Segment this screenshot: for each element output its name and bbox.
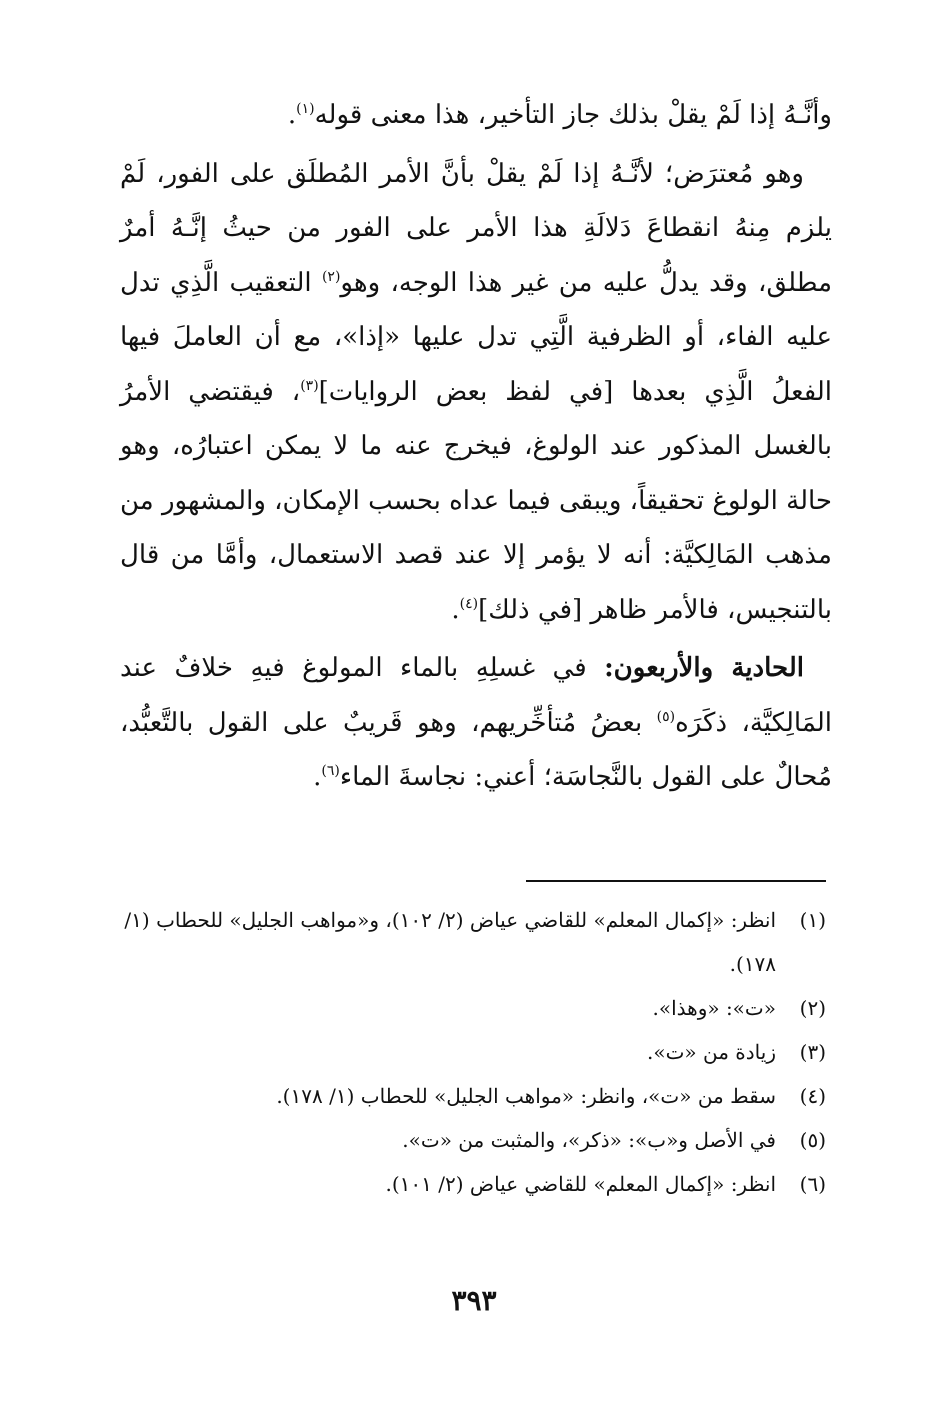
footnote-text: في الأصل و«ب»: «ذكر»، والمثبت من «ت». <box>402 1128 776 1152</box>
footnote-marker: (١) <box>296 101 315 117</box>
text-run: ، فيقتضي الأمرُ بالغسل المذكور عند الولوغ، فيخرج عنه ما لا يمكن اعتبارُه، وهو حالة الولوغ تحقيقاً، ويبقى فيما عداه بحسب الإمكان، والمشهور من مذهب المَالِكيَّة: أنه لا يؤمر إلا عند قصد الاستعمال، وأمَّا من قال بالتنجيس، فالأمر ظاهر [في ذلك] <box>120 376 832 625</box>
footnote-marker: (٣) <box>300 377 319 394</box>
text-run: وأنَّـهُ إذا لَمْ يقلْ بذلك جاز التأخير، هذا معنى قوله <box>314 100 832 130</box>
section-heading-run: الحادية والأربعون: <box>604 653 804 683</box>
footnote-text: انظر: «إكمال المعلم» للقاضي عياض (٢/ ١٠١). <box>385 1172 776 1196</box>
paragraph-3 <box>120 641 832 805</box>
text-run: التعقيب الَّذِي تدل عليه الفاء، أو الظرفية الَّتِي تدل عليها «إذا»، مع أن العاملَ فيها الفعلُ الَّذِي بعدها [في لفظ بعض الروايات] <box>120 267 832 407</box>
text-run: . <box>287 100 297 130</box>
text-run: في غسلِهِ بالماء المولوغ فيهِ خلافٌ عند المَالِكيَّة، ذكَرَه <box>120 653 832 738</box>
footnote-divider <box>526 880 826 882</box>
footnote-3 <box>120 1030 826 1074</box>
footnote-1 <box>120 898 826 986</box>
footnote-number: (١) <box>799 908 826 932</box>
footnote-number: (٣) <box>799 1040 826 1064</box>
footnote-marker: (٢) <box>321 268 341 285</box>
footnote-number: (٥) <box>799 1128 826 1152</box>
footnote-text: «ت»: «وهذا». <box>652 996 776 1020</box>
footnote-number: (٤) <box>799 1084 826 1108</box>
footnote-number: (٦) <box>799 1172 826 1196</box>
footnote-5 <box>120 1118 826 1162</box>
paragraph-1 <box>120 88 832 143</box>
footnote-6 <box>120 1162 826 1206</box>
footnote-marker: (٥) <box>656 708 676 725</box>
text-run: . <box>451 594 460 625</box>
text-run: بعضُ مُتأخِّريهم، وهو قَريبٌ على القول بالتَّعبُّد، مُحالٌ على القول بالنَّجاسَة؛ أعني: نجاسةَ الماء <box>120 707 832 792</box>
footnote-4 <box>120 1074 826 1118</box>
footnotes <box>120 898 826 1206</box>
footnote-marker: (٦) <box>321 763 340 779</box>
footnote-2 <box>120 986 826 1030</box>
footnote-text: انظر: «إكمال المعلم» للقاضي عياض (٢/ ١٠٢)، و«مواهب الجليل» للحطاب (١/ ١٧٨). <box>124 908 776 976</box>
paragraph-2 <box>120 147 832 638</box>
text-run: وهو مُعترَض؛ لأنَّـهُ إذا لَمْ يقلْ بأنَّ الأمر المُطلَق على الفور، لَمْ يلزم مِنهُ انقطاعَ دَلالَةِ هذا الأمر على الفور من حيثُ إنَّـهُ أمرٌ مطلق، وقد يدلُّ عليه من غير هذا الوجه، وهو <box>120 158 832 298</box>
footnote-number: (٢) <box>799 996 826 1020</box>
page-number: ٣٩٣ <box>451 1284 497 1317</box>
footnote-marker: (٤) <box>459 595 479 612</box>
main-text <box>120 88 832 805</box>
text-run: . <box>313 762 322 792</box>
footnote-text: سقط من «ت»، وانظر: «مواهب الجليل» للحطاب (١/ ١٧٨). <box>276 1084 776 1108</box>
footnote-text: زيادة من «ت». <box>646 1040 776 1064</box>
